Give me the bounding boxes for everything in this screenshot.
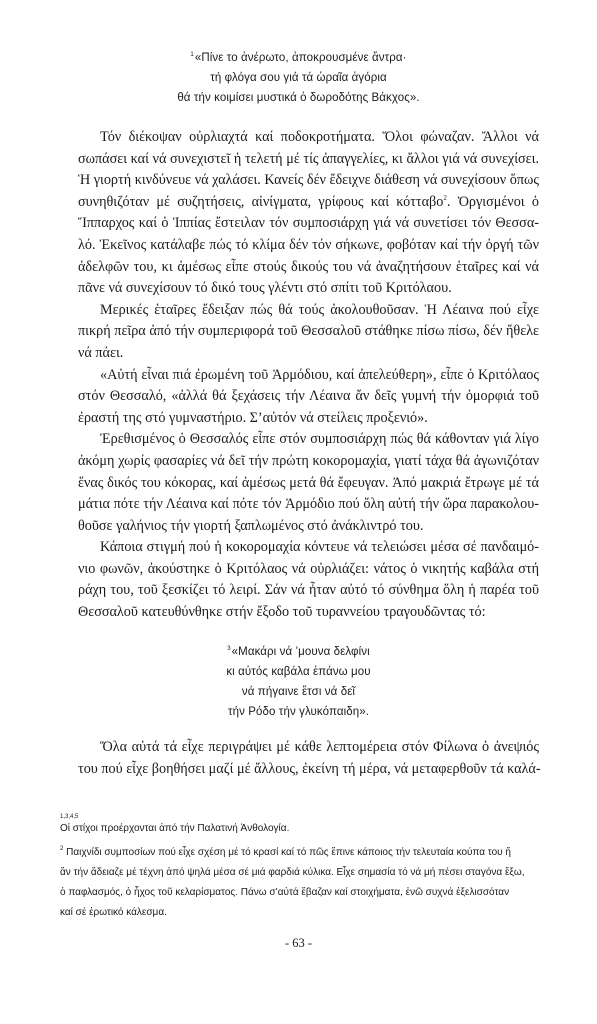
text-line: Θεσσαλοῦ κατευθύνθηκε στήν ἔξοδο τοῦ τυραννείου τραγουδῶντας τό: bbox=[78, 604, 486, 621]
verse-line: νά πήγαινε ἔτσι νά δεῖ bbox=[241, 686, 356, 698]
footnote-text: καί σέ ἐρωτικό κάλεσμα. bbox=[60, 907, 167, 918]
text-line: πᾶνε νά συνεχίσουν τό δικό τους γλέντι στό σπίτι τοῦ Κριτόλαου. bbox=[78, 280, 452, 297]
text-line: λό. Ἐκεῖνος κατάλαβε πώς τό κλίμα δέν τόν σήκωνε, φοβόταν καί τήν ὀργή τῶν bbox=[78, 236, 539, 253]
text-line: πικρή πεῖρα ἀπό τήν συμπεριφορά τοῦ Θεσσαλοῦ στάθηκε πίσω πίσω, δέν ἤθελε bbox=[78, 323, 539, 340]
text-line: Ἐρεθισμένος ὁ Θεσσαλός εἶπε στόν συμποσιάρχη πώς θά κάθονταν γιά λίγο bbox=[100, 431, 539, 448]
text-line: σωπάσει καί νά συνεχιστεῖ ἡ τελετή μέ τίς ἀπαγγελίες, κι ἄλλοι γιά νά συνεχίσει. bbox=[78, 150, 539, 167]
footnote-ref: 2 bbox=[443, 193, 447, 202]
footnote-text: ἂν τήν ἄδειαζε μέ τέχνη ἀπό ψηλά μέσα σέ μιά φαρδιά κύλικα. Εἶχε σημασία τό νά μή πέσει σταγόνα ἔξω, bbox=[60, 867, 525, 878]
verse-line: $^1$«Πίνε το ἀνέρωτο, ἀποκρουσμένε ἄντρα· bbox=[190, 52, 407, 64]
verse-line: κι αὐτός καβάλα ἐπάνω μου bbox=[226, 666, 371, 678]
footnote-marker: 2 bbox=[60, 846, 64, 852]
footnote-marker: 1,3,4,5 bbox=[60, 814, 79, 820]
text-line: συνηθιζόταν μέ συζητήσεις, αἰνίγματα, γρίφους καί κότταβο$^2$. Ὀργισμένοι ὁ bbox=[78, 193, 539, 210]
verse-line: τήν Ρόδο τήν γλυκόπαιδη». bbox=[227, 706, 370, 718]
opening-verse bbox=[0, 45, 597, 108]
text-line: Ἵππαρχος καί ὁ Ἱππίας ἔστειλαν τόν συμποσιάρχη γιά νά συνετίσει τόν Θεσσα- bbox=[78, 215, 539, 232]
text-line: ἐραστή της στό γυμναστήριο. Σ’αὐτόν νά στείλεις προξενιό». bbox=[78, 409, 428, 426]
footnote-text: Οἱ στίχοι προέρχονται ἀπό τήν Παλατινή Ἀνθολογία. bbox=[60, 823, 290, 834]
main-text bbox=[78, 127, 539, 624]
text-line: ἀδελφῶν του, κι ἀμέσως εἶπε στούς δικούς του νά ἀναζητήσουν ἑταῖρες καί νά bbox=[78, 258, 539, 275]
text-line: Ἡ γιορτή κινδύνευε νά χαλάσει. Κανείς δέν ἔδειχνε διάθεση νά συνεχίσουν ὅπως bbox=[78, 172, 539, 189]
text-line: Ὅλα αὐτά τά εἶχε περιγράψει μέ κάθε λεπτομέρεια στόν Φίλωνα ὁ ἀνεψιός bbox=[100, 739, 539, 755]
text-line: ράχη του, τοῦ ξεσκίζει τό λειρί. Σάν νά ἦταν αὐτό τό σύνθημα ὅλη ἡ παρέα τοῦ bbox=[78, 582, 539, 599]
text-line: θοῦσε γαλήνιος τήν γιορτή ξαπλωμένος στό ἀνάκλιντρό του. bbox=[78, 517, 424, 534]
footnote-ref: 1 bbox=[190, 52, 194, 58]
footnote-text: ὁ παφλασμός, ὁ ἦχος τοῦ κελαρίσματος. Πάνω σ’αὐτά ἔβαζαν καί στοιχήματα, ἐνῶ συχνά ἐξελισσόταν bbox=[60, 887, 510, 898]
verse-line: τή φλόγα σου γιά τά ὡραῖα ἀγόρια bbox=[210, 72, 387, 84]
text-line: «Αὐτή εἶναι πιά ἐρωμένη τοῦ Ἁρμόδιου, καί ἀπελεύθερη», εἶπε ὁ Κριτόλαος bbox=[100, 366, 539, 383]
text-line: του πού εἶχε βοηθήσει μαζί μέ ἄλλους, ἐκείνη τή μέρα, νά μεταφερθοῦν τά καλά- bbox=[78, 760, 541, 777]
verse-line: $^3$«Μακάρι νά ’μουνα δελφίνι bbox=[227, 646, 370, 658]
main-text-continued bbox=[78, 737, 539, 780]
text-line: μάτια πότε τήν Λέαινα καί πότε τόν Ἁρμόδιο πού ὅλη αὐτή τήν ὥρα παρακολου- bbox=[78, 496, 539, 513]
text-line: ἕνας δικός του κόκορας, καί ἀμέσως μετά θά ἔφευγαν. Ἀπό μακριά ἔτρωγε μέ τά bbox=[78, 474, 539, 491]
text-line: Τόν διέκοψαν οὐρλιαχτά καί ποδοκροτήματα. Ὅλοι φώναζαν. Ἄλλοι νά bbox=[100, 129, 539, 145]
text-line: νιο φωνῶν, ἀκούστηκε ὁ Κριτόλαος νά οὐρλιάζει: νάτος ὁ νικητής καβάλα στή bbox=[78, 560, 539, 577]
text-line: νά πάει. bbox=[78, 344, 124, 361]
footnote-text: $^2$ Παιχνίδι συμποσίων πού εἶχε σχέση μέ τό κρασί καί τό πῶς ἔπινε κάποιος τήν τελευταία κούπα του ἤ bbox=[60, 846, 511, 858]
text-line: Κάποια στιγμή πού ἡ κοκορομαχία κόντευε νά τελειώσει μέσα σέ πανδαιμό- bbox=[100, 539, 539, 556]
text-line: στόν Θεσσαλό, «ἀλλά θά ξεχάσεις τήν Λέαινα ἄν δεῖς γυμνή τήν ὀμορφιά τοῦ bbox=[78, 388, 539, 405]
footnotes bbox=[60, 813, 542, 923]
verse-line: θά τήν κοιμίσει μυστικά ὁ δωροδότης Βάκχος». bbox=[177, 92, 420, 104]
page-number: - 63 - bbox=[284, 936, 313, 950]
footnote-ref: 3 bbox=[227, 646, 231, 652]
text-line: Μερικές ἑταῖρες ἔδειξαν πώς θά τούς ἀκολουθοῦσαν. Ἡ Λέαινα πού εἶχε bbox=[100, 301, 539, 318]
text-line: ἀκόμη χωρίς φασαρίες νά δεῖ τήν πρώτη κοκορομαχία, γιατί τάχα θά ἀγωνιζόταν bbox=[78, 452, 539, 469]
inset-verse bbox=[0, 639, 597, 722]
